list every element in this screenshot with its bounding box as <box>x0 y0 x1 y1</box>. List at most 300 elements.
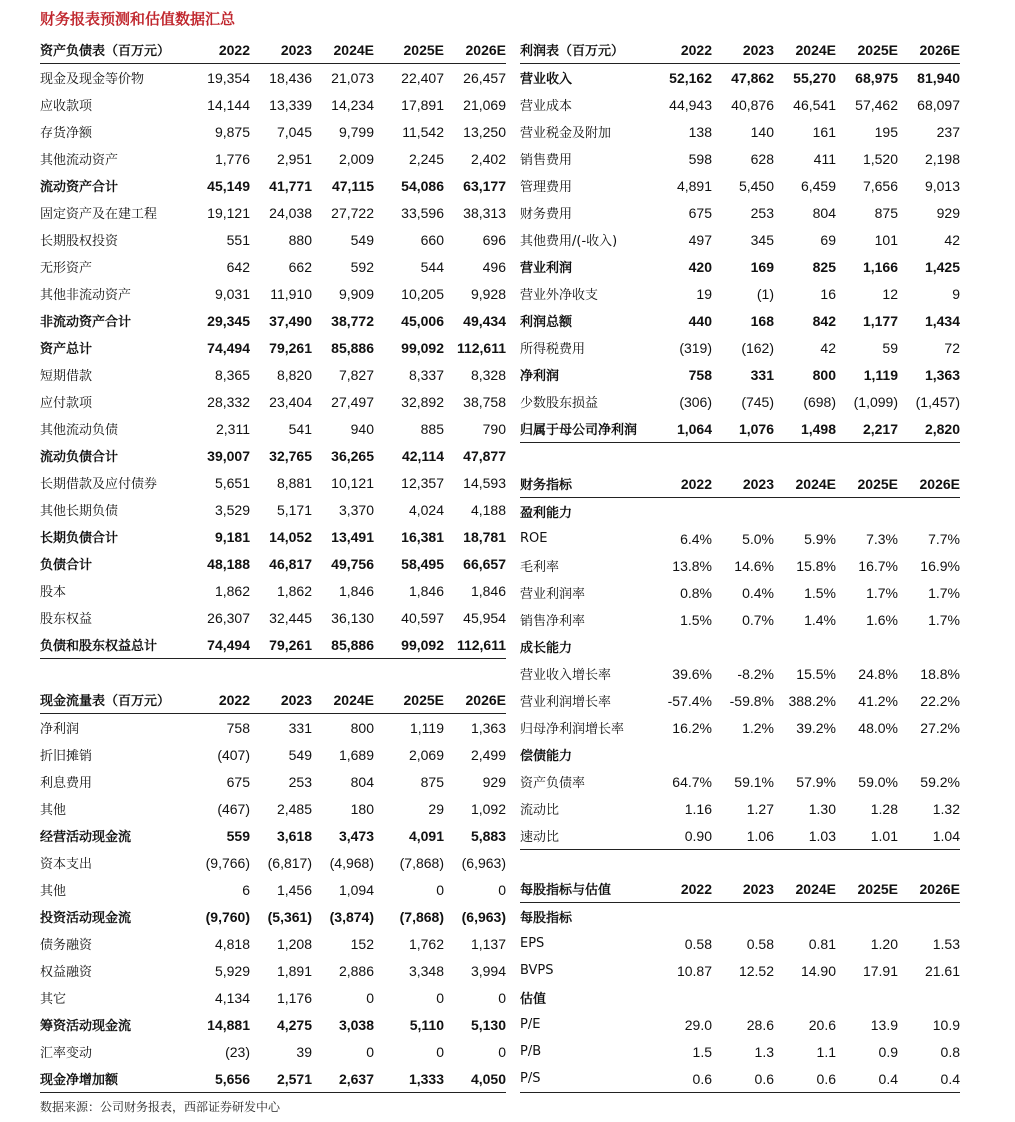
table-row <box>40 361 506 388</box>
cell-value: 2,951 <box>276 150 312 167</box>
cell-value: 66,657 <box>463 555 506 572</box>
cell-value: 1.04 <box>898 822 960 850</box>
cell-value: 662 <box>288 258 312 275</box>
cell-value: 7,656 <box>862 177 898 194</box>
cell-value: 59.0% <box>858 773 898 790</box>
table-title: 资产负债表（百万元） <box>40 36 190 64</box>
table-row <box>520 795 960 822</box>
cell-value: 5,656 <box>190 1065 250 1093</box>
cell-value: 10,205 <box>401 285 444 302</box>
cell-value: 388.2% <box>788 692 836 709</box>
row-label: BVPS <box>520 963 554 978</box>
cell-value: (7,868) <box>399 908 444 925</box>
row-label: 财务费用 <box>520 207 573 222</box>
row-label: 短期借款 <box>40 369 93 384</box>
table-row <box>520 388 960 415</box>
table-row <box>40 1011 506 1038</box>
row-label: 筹资活动现金流 <box>40 1019 132 1034</box>
row-label: 利息费用 <box>40 776 93 791</box>
row-label: 股东权益 <box>40 612 93 627</box>
cell-value: 14.90 <box>800 962 836 979</box>
row-label: 每股指标 <box>520 911 573 926</box>
column-header: 2026E <box>898 875 960 903</box>
cell-value: 5,929 <box>214 962 250 979</box>
table-row <box>520 172 960 199</box>
cell-value: 24.8% <box>858 665 898 682</box>
cell-value: -8.2% <box>737 665 774 682</box>
cell-value <box>898 903 960 931</box>
cell-value: 10.9 <box>932 1016 960 1033</box>
cell-value: 2,637 <box>312 1065 374 1093</box>
cell-value: 497 <box>688 231 712 248</box>
cell-value: (23) <box>225 1043 250 1060</box>
cell-value: 1.6% <box>866 611 898 628</box>
cell-value <box>712 984 774 1011</box>
cell-value <box>712 741 774 768</box>
row-label: 营业外净收支 <box>520 288 599 303</box>
cell-value: 16.9% <box>920 557 960 574</box>
row-label: EPS <box>520 936 545 951</box>
cell-value: 39.6% <box>672 665 712 682</box>
cell-value: 1.7% <box>928 611 960 628</box>
cell-value: 3,038 <box>338 1016 374 1033</box>
cell-value: 18,781 <box>463 528 506 545</box>
cell-value: 112,611 <box>456 339 506 356</box>
cell-value: -57.4% <box>667 692 712 709</box>
row-label: 成长能力 <box>520 641 573 656</box>
cell-value: 7,045 <box>276 123 312 140</box>
row-label: 流动资产合计 <box>40 180 119 195</box>
cell-value: 81,940 <box>917 69 960 86</box>
row-label: 盈利能力 <box>520 506 573 521</box>
financial-ratios-table <box>520 470 960 850</box>
row-label: 其他长期负债 <box>40 504 119 519</box>
column-header: 2022 <box>190 686 250 714</box>
cell-value <box>774 633 836 660</box>
cell-value: 0.4% <box>742 584 774 601</box>
table-row <box>40 91 506 118</box>
cell-value: 59 <box>882 339 898 356</box>
row-label: P/B <box>520 1044 542 1059</box>
cell-value: 21,069 <box>463 96 506 113</box>
cell-value: 195 <box>874 123 898 140</box>
cell-value: 0.7% <box>742 611 774 628</box>
cell-value: 21.61 <box>924 962 960 979</box>
table-row <box>40 714 506 742</box>
cell-value: 440 <box>688 312 712 329</box>
cell-value: 0.90 <box>660 822 712 850</box>
cell-value: 331 <box>288 719 312 736</box>
cell-value: 47,115 <box>331 177 374 194</box>
cell-value: (7,868) <box>399 854 444 871</box>
cell-value: 3,370 <box>338 501 374 518</box>
table-row <box>520 64 960 92</box>
cell-value: 0.4 <box>898 1065 960 1093</box>
table-row <box>520 1065 960 1093</box>
row-label: 经营活动现金流 <box>40 830 132 845</box>
cell-value: 875 <box>874 204 898 221</box>
cell-value: 1.20 <box>870 935 898 952</box>
cell-value <box>898 741 960 768</box>
table-row <box>40 795 506 822</box>
cell-value: 4,134 <box>214 989 250 1006</box>
cell-value <box>836 498 898 526</box>
row-label: 毛利率 <box>520 560 560 575</box>
cell-value: 0 <box>498 1043 506 1060</box>
column-header: 2025E <box>836 470 898 498</box>
table-row <box>520 226 960 253</box>
cell-value: 3,473 <box>338 827 374 844</box>
cell-value: (9,760) <box>205 908 250 925</box>
column-header: 2023 <box>250 686 312 714</box>
cell-value: 4,188 <box>470 501 506 518</box>
cell-value: 4,050 <box>444 1065 506 1093</box>
table-row <box>40 496 506 523</box>
row-label: 营业利润增长率 <box>520 695 612 710</box>
cell-value: 5,450 <box>738 177 774 194</box>
cell-value: 0 <box>436 989 444 1006</box>
cell-value: 551 <box>226 231 250 248</box>
row-label: 权益融资 <box>40 965 93 980</box>
row-label: 销售净利率 <box>520 614 586 629</box>
cell-value: 42,114 <box>401 447 444 464</box>
cell-value: 8,820 <box>276 366 312 383</box>
row-label: 归属于母公司净利润 <box>520 415 660 443</box>
cell-value: 0.4 <box>836 1065 898 1093</box>
cell-value: 39 <box>296 1043 312 1060</box>
cell-value: 49,434 <box>463 312 506 329</box>
cell-value: 0 <box>366 989 374 1006</box>
cell-value: 253 <box>750 204 774 221</box>
table-row <box>520 822 960 850</box>
cell-value: 1.2% <box>742 719 774 736</box>
row-label: 长期借款及应付债券 <box>40 477 158 492</box>
row-label: 固定资产及在建工程 <box>40 207 158 222</box>
table-row <box>520 415 960 443</box>
cell-value: 804 <box>350 773 374 790</box>
table-row <box>40 903 506 930</box>
cell-value: 1,208 <box>276 935 312 952</box>
column-header: 2022 <box>660 36 712 64</box>
cell-value <box>712 498 774 526</box>
cell-value: 10.87 <box>676 962 712 979</box>
cell-value: (9,766) <box>205 854 250 871</box>
row-label: 债务融资 <box>40 938 93 953</box>
row-label: P/E <box>520 1017 541 1032</box>
cell-value: 23,404 <box>269 393 312 410</box>
cell-value: 929 <box>482 773 506 790</box>
cell-value: 1,862 <box>276 582 312 599</box>
cell-value: 804 <box>812 204 836 221</box>
row-label: 速动比 <box>520 822 660 850</box>
row-label: 营业成本 <box>520 99 573 114</box>
cell-value: 8,337 <box>408 366 444 383</box>
cell-value: 63,177 <box>463 177 506 194</box>
cell-value: 0.8% <box>680 584 712 601</box>
cell-value: 12,357 <box>401 474 444 491</box>
table-row <box>520 280 960 307</box>
cell-value: 696 <box>482 231 506 248</box>
cell-value: 1,176 <box>276 989 312 1006</box>
cell-value: 0.6 <box>712 1065 774 1093</box>
cell-value: 2,886 <box>338 962 374 979</box>
cell-value: 1,166 <box>862 258 898 275</box>
table-title: 每股指标与估值 <box>520 875 660 903</box>
column-header: 2024E <box>312 36 374 64</box>
table-row <box>40 118 506 145</box>
per-share-grid <box>520 875 960 1093</box>
cell-value: 9,181 <box>214 528 250 545</box>
row-label: 资产总计 <box>40 342 93 357</box>
cell-value: 2,402 <box>470 150 506 167</box>
cell-value: 800 <box>812 366 836 383</box>
cell-value: 85,886 <box>331 339 374 356</box>
cell-value: 36,265 <box>331 447 374 464</box>
table-header-row <box>520 875 960 903</box>
cell-value: 10,121 <box>331 474 374 491</box>
cell-value: 559 <box>226 827 250 844</box>
cell-value: (5,361) <box>267 908 312 925</box>
cell-value: 68,097 <box>917 96 960 113</box>
cell-value <box>660 741 712 768</box>
cell-value: 48,188 <box>207 555 250 572</box>
cell-value: 13.8% <box>672 557 712 574</box>
table-row <box>520 903 960 931</box>
cell-value: 1.01 <box>836 822 898 850</box>
cell-value: 9,928 <box>470 285 506 302</box>
cell-value: 1.16 <box>684 800 712 817</box>
cell-value: 37,490 <box>269 312 312 329</box>
table-row <box>40 253 506 280</box>
cell-value: 47,862 <box>731 69 774 86</box>
row-label: 股本 <box>40 585 67 600</box>
cell-value: 17.91 <box>862 962 898 979</box>
cell-value: 19,354 <box>207 69 250 86</box>
column-header: 2023 <box>250 36 312 64</box>
cell-value: 26,307 <box>207 609 250 626</box>
table-header-row <box>520 36 960 64</box>
table-row <box>520 714 960 741</box>
cell-value: 19,121 <box>207 204 250 221</box>
cell-value: 12 <box>882 285 898 302</box>
row-label: 现金净增加额 <box>40 1065 190 1093</box>
row-label: P/S <box>520 1065 660 1093</box>
cell-value: 69 <box>820 231 836 248</box>
cell-value: 26,457 <box>463 69 506 86</box>
cell-value: 40,876 <box>731 96 774 113</box>
cell-value: 1,689 <box>338 746 374 763</box>
cell-value: 5,651 <box>214 474 250 491</box>
table-row <box>520 199 960 226</box>
table-row <box>40 768 506 795</box>
cell-value: 2,485 <box>276 800 312 817</box>
row-label: 投资活动现金流 <box>40 911 132 926</box>
column-header: 2024E <box>774 36 836 64</box>
cell-value: 5,130 <box>470 1016 506 1033</box>
table-row <box>40 226 506 253</box>
cell-value: 1,846 <box>470 582 506 599</box>
table-row <box>40 415 506 442</box>
row-label: 应收款项 <box>40 99 93 114</box>
row-label: 管理费用 <box>520 180 573 195</box>
cell-value: 592 <box>350 258 374 275</box>
row-label: 其他费用/(-收入) <box>520 234 618 249</box>
table-row <box>520 1011 960 1038</box>
cell-value: 28.6 <box>746 1016 774 1033</box>
cell-value: 842 <box>812 312 836 329</box>
table-row <box>40 523 506 550</box>
cell-value: 0 <box>436 1043 444 1060</box>
cell-value: 17,891 <box>401 96 444 113</box>
cell-value: (407) <box>217 746 250 763</box>
cell-value: 0.9 <box>878 1043 898 1060</box>
table-row <box>520 361 960 388</box>
cell-value: 4,024 <box>408 501 444 518</box>
table-row <box>40 957 506 984</box>
cell-value: 1.7% <box>866 584 898 601</box>
table-row <box>40 822 506 849</box>
table-row <box>40 1065 506 1093</box>
cell-value: 48.0% <box>858 719 898 736</box>
cell-value <box>774 984 836 1011</box>
row-label: 流动比 <box>520 803 560 818</box>
table-title: 利润表（百万元） <box>520 36 660 64</box>
row-label: 销售费用 <box>520 153 573 168</box>
cell-value: 0.58 <box>746 935 774 952</box>
cell-value: 0 <box>436 881 444 898</box>
cell-value: (745) <box>741 393 774 410</box>
row-label: 营业收入 <box>520 72 573 87</box>
cell-value: 1,846 <box>338 582 374 599</box>
cell-value: 420 <box>688 258 712 275</box>
cell-value: 880 <box>288 231 312 248</box>
table-row <box>40 442 506 469</box>
cell-value: 28,332 <box>207 393 250 410</box>
cell-value: 15.8% <box>796 557 836 574</box>
cell-value <box>660 903 712 931</box>
table-row <box>40 984 506 1011</box>
cell-value: 2,217 <box>836 415 898 443</box>
cell-value: 5.0% <box>742 530 774 547</box>
cell-value: 929 <box>936 204 960 221</box>
cell-value: 138 <box>688 123 712 140</box>
cell-value: 5,883 <box>470 827 506 844</box>
row-label: 折旧摊销 <box>40 749 93 764</box>
table-row <box>40 930 506 957</box>
row-label: 其他 <box>40 803 67 818</box>
cell-value: 885 <box>420 420 444 437</box>
row-label: 净利润 <box>520 369 560 384</box>
cell-value: 11,542 <box>402 123 444 140</box>
cell-value <box>898 498 960 526</box>
cell-value: 7.3% <box>866 530 898 547</box>
cell-value: 1,456 <box>276 881 312 898</box>
cell-value: 1.1 <box>816 1043 836 1060</box>
column-header: 2026E <box>898 470 960 498</box>
cell-value: 152 <box>350 935 374 952</box>
table-row <box>40 145 506 172</box>
cell-value: 825 <box>812 258 836 275</box>
row-label: 营业税金及附加 <box>520 126 612 141</box>
cell-value: 18.8% <box>920 665 960 682</box>
cell-value: 1.5% <box>804 584 836 601</box>
table-row <box>40 550 506 577</box>
cell-value: 68,975 <box>855 69 898 86</box>
income-statement-grid <box>520 36 960 443</box>
row-label: 利润总额 <box>520 315 573 330</box>
cell-value: (4,968) <box>329 854 374 871</box>
column-header: 2025E <box>836 36 898 64</box>
table-row <box>40 849 506 876</box>
cell-value: 331 <box>750 366 774 383</box>
cell-value: 33,596 <box>401 204 444 221</box>
cell-value: 40,597 <box>401 609 444 626</box>
cell-value <box>712 633 774 660</box>
cell-value: (319) <box>679 339 712 356</box>
cell-value: 6,459 <box>800 177 836 194</box>
cell-value: 1,520 <box>862 150 898 167</box>
row-label: ROE <box>520 531 548 546</box>
cell-value: (6,963) <box>461 854 506 871</box>
cell-value: 642 <box>226 258 250 275</box>
cell-value: 52,162 <box>669 69 712 86</box>
cell-value <box>898 633 960 660</box>
cell-value: 38,758 <box>463 393 506 410</box>
cell-value: 1,498 <box>774 415 836 443</box>
cell-value: 79,261 <box>269 339 312 356</box>
cell-value: 1,092 <box>470 800 506 817</box>
cell-value: 45,149 <box>207 177 250 194</box>
cell-value: 13,491 <box>331 528 374 545</box>
cell-value: 1,762 <box>408 935 444 952</box>
cell-value: 32,892 <box>401 393 444 410</box>
cell-value: 1.03 <box>774 822 836 850</box>
cell-value: 16.2% <box>672 719 712 736</box>
cell-value: 1,119 <box>863 366 898 383</box>
cell-value: 237 <box>936 123 960 140</box>
cell-value: 27,497 <box>331 393 374 410</box>
cell-value: (467) <box>217 800 250 817</box>
row-label: 归母净利润增长率 <box>520 722 625 737</box>
cell-value: 1.4% <box>804 611 836 628</box>
cell-value: 13.9 <box>870 1016 898 1033</box>
cell-value: 5,171 <box>276 501 312 518</box>
cell-value: 0.6 <box>774 1065 836 1093</box>
cell-value: 3,994 <box>470 962 506 979</box>
cell-value: 3,529 <box>214 501 250 518</box>
cell-value: 54,086 <box>401 177 444 194</box>
cell-value: 47,877 <box>463 447 506 464</box>
column-header: 2024E <box>312 686 374 714</box>
cell-value: 59.2% <box>920 773 960 790</box>
cell-value: 58,495 <box>401 555 444 572</box>
cell-value: 7.7% <box>928 530 960 547</box>
cell-value: 549 <box>350 231 374 248</box>
cell-value: (698) <box>803 393 836 410</box>
cell-value: 24,038 <box>269 204 312 221</box>
cell-value: 2,311 <box>216 420 250 437</box>
cell-value: 16 <box>820 285 836 302</box>
cell-value: 20.6 <box>808 1016 836 1033</box>
cell-value: 22,407 <box>401 69 444 86</box>
cell-value: 253 <box>288 773 312 790</box>
table-row <box>520 1038 960 1065</box>
table-header-row <box>520 470 960 498</box>
cell-value: 3,348 <box>408 962 444 979</box>
cell-value: 29 <box>428 800 444 817</box>
cell-value: 1,363 <box>470 719 506 736</box>
cell-value: 9,799 <box>338 123 374 140</box>
